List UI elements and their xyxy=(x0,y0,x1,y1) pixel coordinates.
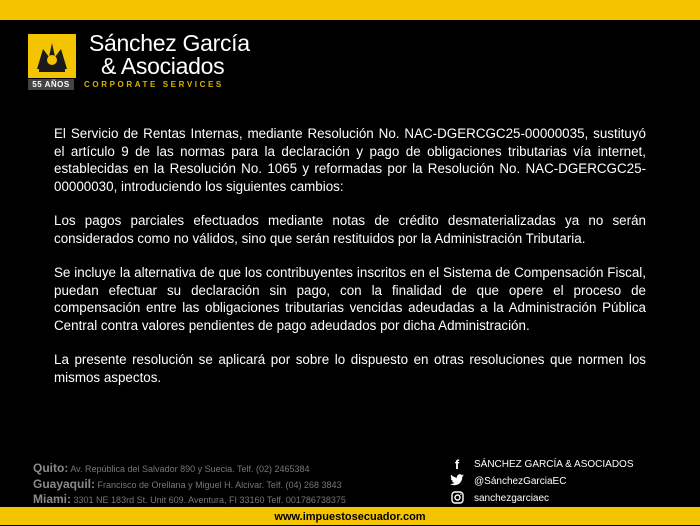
address-text: Av. República del Salvador 890 y Suecia. Telf. (02) 2465384 xyxy=(70,464,310,474)
social-instagram[interactable] xyxy=(448,490,633,507)
social-facebook[interactable] xyxy=(448,456,633,473)
social-label: sanchezgarciaec xyxy=(474,493,550,504)
brand-name-line2: & Asociados xyxy=(101,53,225,79)
social-twitter[interactable] xyxy=(448,473,633,490)
address-quito xyxy=(33,461,346,477)
city-label: Miami: xyxy=(33,492,72,506)
address-text: 3301 NE 183rd St. Unit 609. Aventura, FI 33160 Telf. 001786738375 xyxy=(73,495,346,505)
website-link[interactable]: www.impuestosecuador.com xyxy=(274,511,426,523)
company-logo xyxy=(28,34,76,78)
address-text: Francisco de Orellana y Miguel H. Alcivar. Telf. (04) 268 3843 xyxy=(97,479,342,490)
facebook-icon: f xyxy=(454,457,460,472)
instagram-icon xyxy=(448,491,466,507)
city-label: Guayaquil: xyxy=(33,476,96,491)
address-miami xyxy=(33,492,346,508)
years-badge: 55 AÑOS xyxy=(28,79,74,90)
announcement-body xyxy=(54,125,646,403)
office-addresses xyxy=(33,461,346,508)
brand-name-line1: Sánchez García xyxy=(89,30,250,56)
paragraph: Los pagos parciales efectuados mediante notas de crédito desmaterializadas ya no serán considerados como no válidos, sino que serán restituidos por la Administración Tributaria. xyxy=(54,213,646,246)
top-accent-bar xyxy=(0,0,700,20)
address-guayaquil xyxy=(33,477,346,493)
social-links xyxy=(448,456,633,507)
brand-subtitle: CORPORATE SERVICES xyxy=(84,80,224,89)
paragraph: El Servicio de Rentas Internas, mediante Resolución No. NAC-DGERCGC25-00000035, sustituyó el artículo 9 de las normas para la declaración y pago de obligaciones tributarias vía internet, establecidas en la Resolución No. 1065 y reformadas por la Resolución No. NAC-DGERCGC25-00000030, introduciendo los siguientes cambios: xyxy=(54,126,646,194)
footer-bar xyxy=(0,507,700,525)
social-label: @SánchezGarciaEC xyxy=(474,476,567,487)
twitter-icon xyxy=(448,474,466,489)
paragraph: Se incluye la alternativa de que los contribuyentes inscritos en el Sistema de Compensación Fiscal, puedan efectuar su declaración sin pago, con la finalidad de que opere el proceso de compensación entre las obligaciones tributarias vencidas adeudadas a la Administración Pública Central contra valores pendientes de pago adeudados por dicha Administración. xyxy=(54,265,646,333)
social-label: SÁNCHEZ GARCÍA & ASOCIADOS xyxy=(474,459,634,470)
city-label: Quito: xyxy=(33,461,69,475)
paragraph: La presente resolución se aplicará por sobre lo dispuesto en otras resoluciones que normen los mismos aspectos. xyxy=(54,352,646,385)
